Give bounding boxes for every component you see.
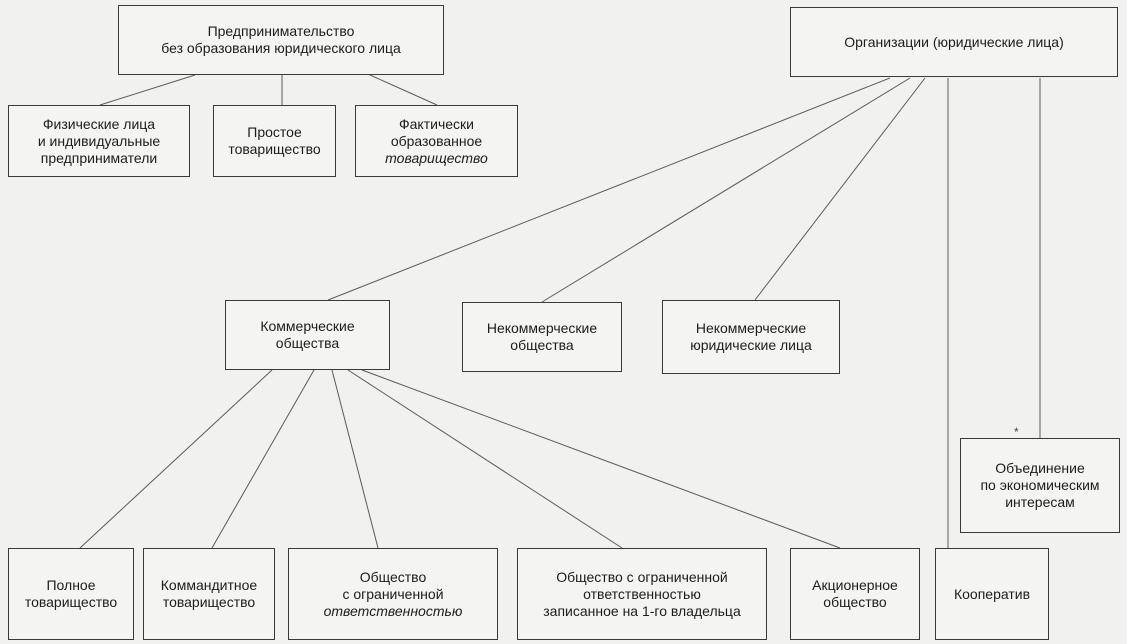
joint-stock-company-box bbox=[790, 548, 920, 640]
link-org-noncommercial-companies bbox=[542, 78, 910, 302]
node-text-line: Общество bbox=[359, 568, 427, 585]
noncommercial-companies-box bbox=[462, 302, 622, 372]
single-member-llc-box bbox=[517, 548, 767, 640]
node-text-line: Общество с ограниченной bbox=[556, 568, 728, 585]
noncommercial-legal-entities-box bbox=[662, 300, 840, 374]
node-text-line: образованное bbox=[390, 132, 483, 149]
link-entrepreneurship-individuals bbox=[100, 75, 195, 105]
entrepreneurship-without-legal-entity-box bbox=[118, 5, 444, 75]
node-text-line: Коммандитное bbox=[160, 577, 258, 593]
node-text-line: товарищество bbox=[228, 141, 321, 157]
node-text-line: Организации (юридические лица) bbox=[844, 33, 1064, 50]
general-partnership-box bbox=[8, 548, 134, 640]
annotation-mark: * bbox=[1014, 425, 1019, 439]
link-entrepreneurship-defacto bbox=[370, 75, 437, 105]
node-text-line: Объединение bbox=[995, 460, 1085, 476]
de-facto-partnership-box bbox=[355, 105, 518, 177]
node-text-line: ответственностью bbox=[323, 602, 463, 619]
node-text-line: Кооператив bbox=[953, 585, 1031, 602]
node-text-line: Физические лица bbox=[42, 115, 156, 132]
economic-association-box bbox=[960, 438, 1120, 533]
node-text-line: предприниматели bbox=[40, 149, 158, 166]
node-text-line: с ограниченной bbox=[342, 585, 444, 602]
node-text-line: Простое bbox=[247, 124, 302, 140]
node-text-line: без образования юридического лица bbox=[161, 40, 401, 56]
llc-box bbox=[288, 548, 498, 640]
link-commercial-general bbox=[80, 370, 272, 548]
node-text-line: Предпринимательство bbox=[207, 23, 355, 39]
node-text-line: Полное bbox=[46, 577, 96, 593]
node-text-line: товарищество bbox=[24, 594, 118, 610]
cooperative-box bbox=[935, 548, 1049, 640]
node-text-line: общество bbox=[823, 594, 887, 610]
link-org-noncommercial-entities bbox=[755, 78, 925, 300]
link-commercial-limited bbox=[212, 370, 314, 548]
node-text-line: общества bbox=[510, 337, 574, 353]
node-text-line: Некоммерческие bbox=[486, 320, 598, 336]
limited-partnership-box bbox=[143, 548, 275, 640]
node-text-line: интересам bbox=[1005, 494, 1075, 510]
node-text-line: ответственностью bbox=[583, 585, 701, 602]
node-text-line: Коммерческие bbox=[260, 318, 355, 334]
node-text-line: записанное на 1-го владельца bbox=[543, 602, 741, 619]
commercial-companies-box bbox=[225, 300, 390, 370]
link-commercial-jsc bbox=[362, 370, 840, 548]
node-text-line: товарищество bbox=[162, 594, 256, 610]
node-text-line: по экономическим bbox=[980, 477, 1100, 493]
node-text-line: товарищество bbox=[385, 149, 488, 166]
node-text-line: общества bbox=[275, 335, 340, 351]
node-text-line: Акционерное bbox=[812, 577, 898, 593]
individuals-box bbox=[8, 105, 190, 177]
node-text-line: и индивидуальные bbox=[37, 132, 161, 149]
simple-partnership-box bbox=[213, 105, 336, 177]
link-commercial-llc bbox=[332, 370, 378, 548]
node-text-line: Фактически bbox=[399, 115, 474, 132]
organizations-box bbox=[790, 7, 1118, 77]
node-text-line: Некоммерческие bbox=[695, 320, 807, 336]
node-text-line: юридические лица bbox=[690, 337, 812, 353]
link-commercial-single-llc bbox=[348, 370, 622, 548]
